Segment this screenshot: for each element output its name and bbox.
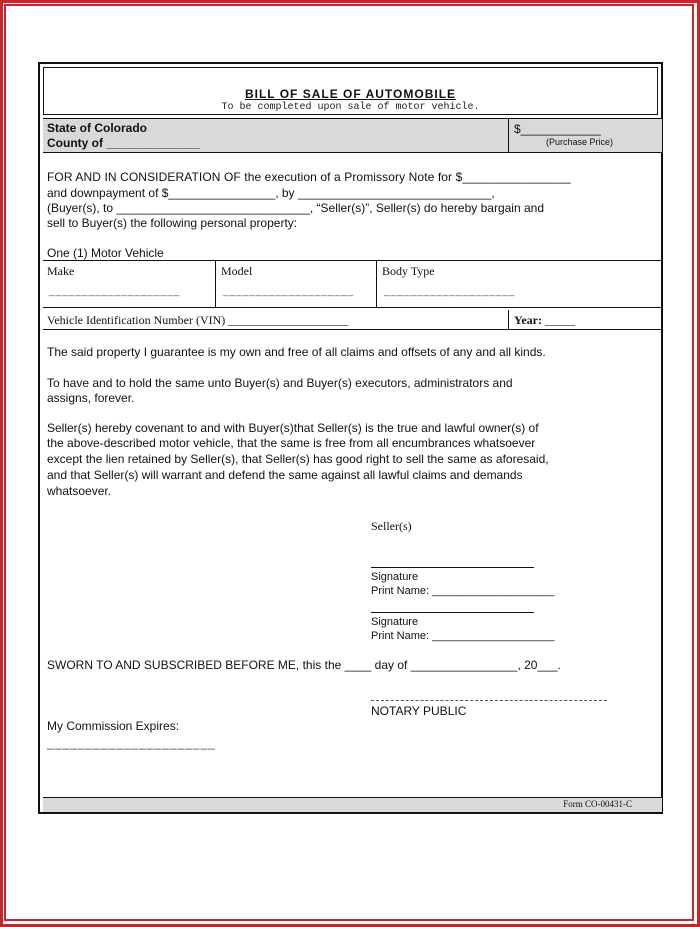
sellers-heading: Seller(s) (371, 519, 412, 533)
state-county-row (43, 118, 662, 153)
guarantee-text: The said property I guarantee is my own and free of all claims and offsets of any and all kinds. (47, 345, 546, 359)
consideration-line-3: (Buyer(s), to _____________________________, “Seller(s)”, Seller(s) do hereby bargain and (47, 201, 544, 215)
title-box (43, 67, 658, 115)
purchase-price-caption: (Purchase Price) (546, 137, 614, 147)
covenant-line-3: except the lien retained by Seller(s), that Seller(s) has good right to sell the same as aforesaid, (47, 452, 549, 466)
make-model-divider (215, 261, 216, 307)
covenant-line-1: Seller(s) hereby covenant to and with Buyer(s)that Seller(s) is the true and lawful owner(s) of (47, 421, 539, 435)
footer-bar (43, 797, 662, 812)
vin-year-divider (508, 310, 509, 329)
bill-of-sale-form (38, 62, 663, 814)
hold-line-2: assigns, forever. (47, 391, 135, 405)
model-blank: ____________________ (223, 286, 355, 297)
sworn-line: SWORN TO AND SUBSCRIBED BEFORE ME, this the ____ day of ________________, 20___. (47, 658, 561, 672)
notary-signature-line (371, 700, 607, 702)
purchase-price-field: $____________ (514, 122, 601, 136)
body-type-label: Body Type (382, 264, 435, 278)
state-line: State of Colorado (47, 121, 148, 135)
model-body-divider (376, 261, 377, 307)
vehicle-table (43, 260, 662, 308)
document-subtitle: To be completed upon sale of motor vehicle. (221, 102, 480, 113)
hold-line-1: To have and to hold the same unto Buyer(s) and Buyer(s) executors, administrators and (47, 376, 513, 390)
state-county-block (47, 121, 200, 151)
seller-signature-line-2 (371, 612, 534, 613)
model-label: Model (221, 264, 253, 278)
vin-row (43, 310, 662, 330)
body-type-blank: ____________________ (384, 286, 516, 297)
seller-signature-line-1 (371, 567, 534, 568)
consideration-line-1: FOR AND IN CONSIDERATION OF the execution of a Promissory Note for $________________ (47, 170, 571, 184)
make-blank: ____________________ (49, 286, 181, 297)
print-name-1: Print Name: ____________________ (371, 585, 555, 597)
signature-label-1: Signature (371, 571, 419, 583)
covenant-line-4: and that Seller(s) will warrant and defend the same against all lawful claims and demands (47, 468, 523, 482)
state-row-divider (508, 119, 509, 152)
document-title: BILL OF SALE OF AUTOMOBILE (244, 87, 457, 101)
covenant-line-2: the above-described motor vehicle, that the same is free from all encumbrances whatsoever (47, 436, 536, 450)
print-name-2: Print Name: ____________________ (371, 630, 555, 642)
make-label: Make (47, 264, 75, 278)
form-number: Form CO-00431-C (563, 799, 632, 809)
signature-label-2: Signature (371, 616, 419, 628)
commission-label: My Commission Expires: (47, 719, 180, 733)
county-line: County of ______________ (47, 136, 200, 150)
vin-label: Vehicle Identification Number (VIN) ____________________ (47, 313, 349, 327)
consideration-line-4: sell to Buyer(s) the following personal property: (47, 216, 298, 230)
commission-blank: ______________________ (47, 736, 216, 750)
vehicle-count: One (1) Motor Vehicle (47, 246, 164, 260)
consideration-line-2: and downpayment of $________________, by _____________________________, (47, 186, 495, 200)
covenant-line-5: whatsoever. (47, 484, 112, 498)
year-label: Year: (514, 313, 542, 327)
notary-label: NOTARY PUBLIC (371, 704, 467, 718)
year-blank: _____ (541, 313, 575, 327)
